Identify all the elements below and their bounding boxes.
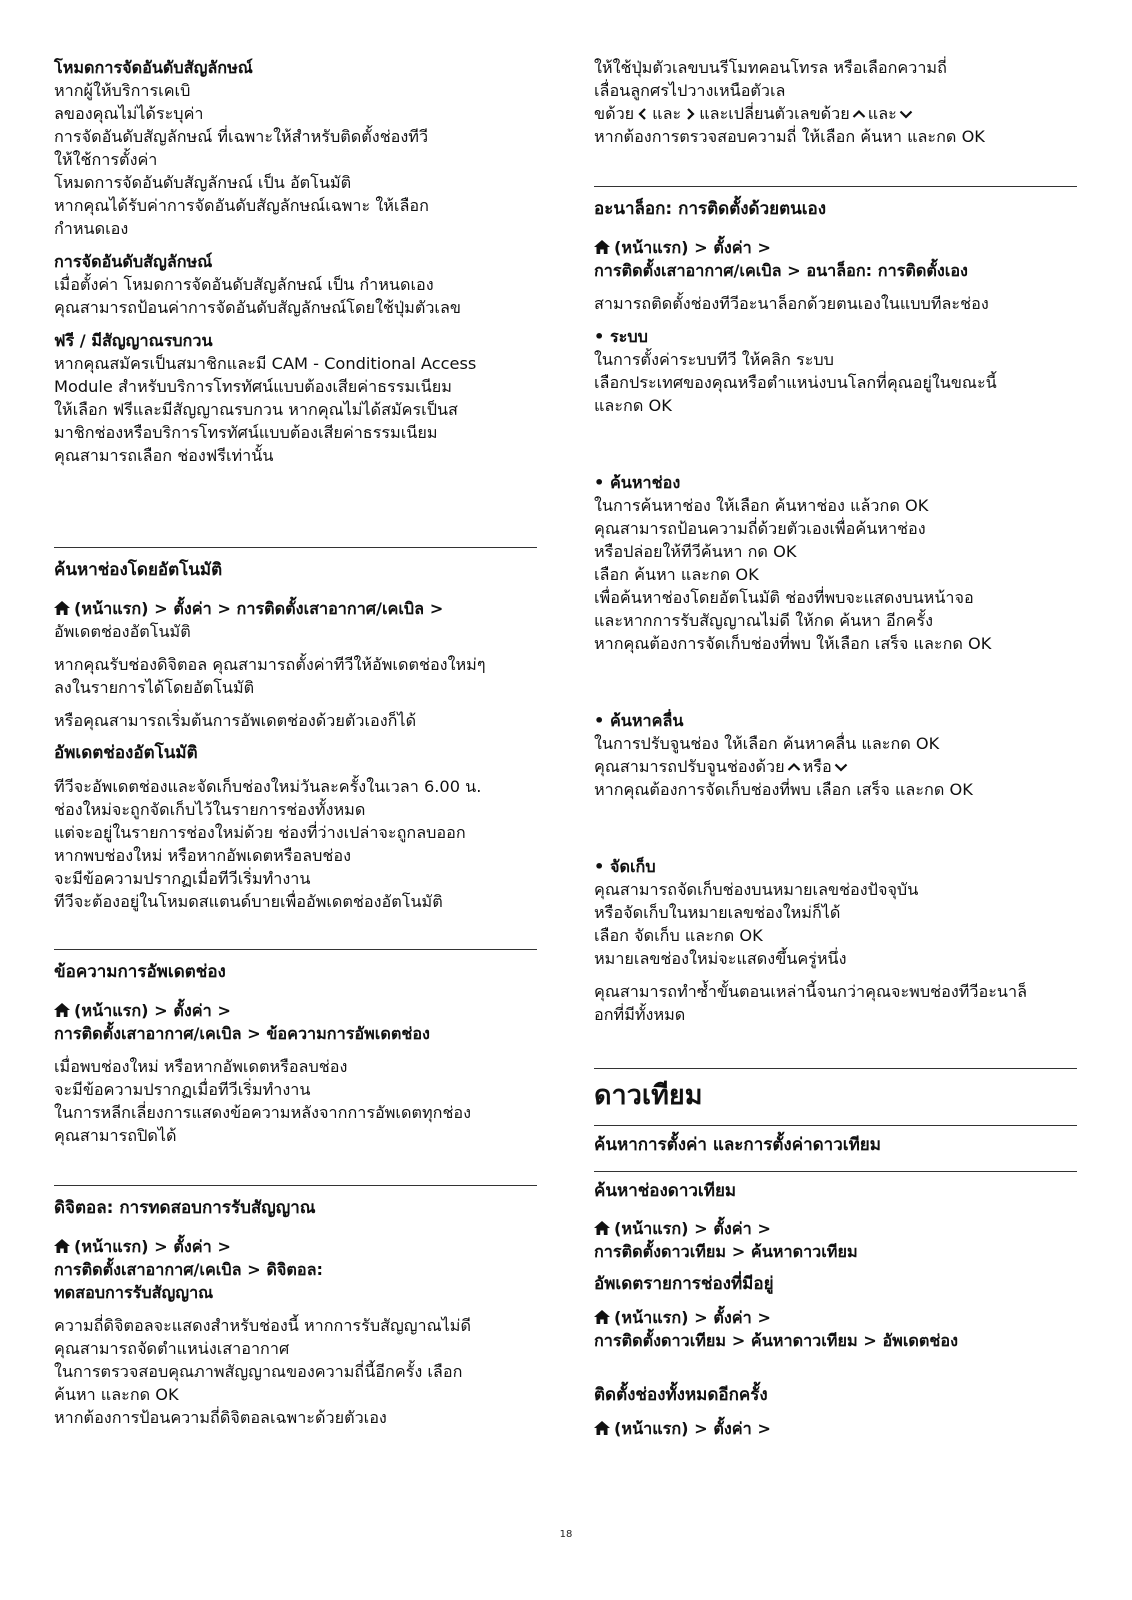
body-line: ในการหลีกเลี่ยงการแสดงข้อความหลังจากการอัพเดตทุกช่อง xyxy=(54,1103,472,1122)
body-line: หมายเลขช่องใหม่จะแสดงขึ้นครู่หนึ่ง xyxy=(594,949,847,968)
body-line: ลของคุณไม่ได้ระบุค่า xyxy=(54,104,204,123)
breadcrumb-line: (หน้าแรก) > ตั้งค่า > xyxy=(74,1001,231,1020)
system-item xyxy=(594,325,1077,417)
breadcrumb xyxy=(54,1235,537,1304)
breadcrumb-line: (หน้าแรก) > ตั้งค่า > การติดตั้งเสาอากาศ/เคเบิล > xyxy=(74,599,444,618)
left-column xyxy=(54,56,537,1439)
home-icon xyxy=(594,1221,610,1235)
breadcrumb-line: (หน้าแรก) > ตั้งค่า > xyxy=(614,1308,771,1327)
breadcrumb-line: การติดตั้งเสาอากาศ/เคเบิล > ข้อความการอัพเดตช่อง xyxy=(54,1024,430,1043)
body-line: กำหนดเอง xyxy=(54,219,129,238)
symbol-rate-section xyxy=(54,250,537,319)
body-line: หากผู้ให้บริการเคเบิ xyxy=(54,81,191,100)
breadcrumb-line: (หน้าแรก) > ตั้งค่า > xyxy=(74,1237,231,1256)
body-line: เลือก จัดเก็บ และกด OK xyxy=(594,926,763,945)
body-line: เมื่อพบช่องใหม่ หรือหากอัพเดตหรือลบช่อง xyxy=(54,1057,348,1076)
body-line: ในการตั้งค่าระบบทีวี ให้คลิก ระบบ xyxy=(594,350,834,369)
home-icon xyxy=(594,1310,610,1324)
body-line: คุณสามารถเลือก ช่องฟรีเท่านั้น xyxy=(54,446,274,465)
body-line: หรือจัดเก็บในหมายเลขช่องใหม่ก็ได้ xyxy=(594,903,841,922)
body-line: หากต้องการตรวจสอบความถี่ ให้เลือก ค้นหา และกด OK xyxy=(594,127,985,146)
body-line: ช่องใหม่จะถูกจัดเก็บไว้ในรายการช่องทั้งหมด xyxy=(54,800,366,819)
store-item xyxy=(594,855,1077,970)
fine-tune-item xyxy=(594,709,1077,801)
body-line: คุณสามารถจัดตำแหน่งเสาอากาศ xyxy=(54,1339,290,1358)
body-line: เลือกประเทศของคุณหรือตำแหน่งบนโลกที่คุณอยู่ในขณะนี้ xyxy=(594,373,997,392)
body-line: ขด้วย และ และเปลี่ยนตัวเลขด้วย และ xyxy=(594,102,1077,125)
breadcrumb-line: การติดตั้งเสาอากาศ/เคเบิล > ดิจิตอล: xyxy=(54,1260,323,1279)
breadcrumb-line: (หน้าแรก) > ตั้งค่า > xyxy=(614,1419,771,1438)
breadcrumb xyxy=(594,1417,1077,1440)
symbol-rate-mode-heading: โหมดการจัดอันดับสัญลักษณ์ xyxy=(54,58,253,77)
body-line: อกที่มีทั้งหมด xyxy=(594,1005,686,1024)
body-line: เพื่อค้นหาช่องโดยอัตโนมัติ ช่องที่พบจะแสดงบนหน้าจอ xyxy=(594,588,974,607)
breadcrumb-line: การติดตั้งดาวเทียม > ค้นหาดาวเทียม xyxy=(594,1242,858,1261)
body-line: คุณสามารถป้อนค่าการจัดอันดับสัญลักษณ์โดยใช้ปุ่มตัวเลข xyxy=(54,298,461,317)
breadcrumb xyxy=(594,1217,1077,1263)
body-line: สามารถติดตั้งช่องทีวีอะนาล็อกด้วยตนเองในแบบทีละช่อง xyxy=(594,294,989,313)
body-line: ในการค้นหาช่อง ให้เลือก ค้นหาช่อง แล้วกด OK xyxy=(594,496,929,515)
analog-manual-title: อะนาล็อก: การติดตั้งด้วยตนเอง xyxy=(594,199,827,219)
breadcrumb-line: อัพเดตช่องอัตโนมัติ xyxy=(54,622,191,641)
update-message-section xyxy=(54,949,537,1147)
right-column xyxy=(594,56,1077,1440)
body-line: ทีวีจะอัพเดตช่องและจัดเก็บช่องใหม่วันละครั้งในเวลา 6.00 น. xyxy=(54,777,482,796)
body-line: จะมีข้อความปรากฏเมื่อทีวีเริ่มทำงาน xyxy=(54,869,311,888)
body-line: และกด OK xyxy=(594,396,672,415)
body-line: เลือก ค้นหา และกด OK xyxy=(594,565,759,584)
breadcrumb-line: การติดตั้งเสาอากาศ/เคเบิล > อนาล็อก: การติดตั้งเอง xyxy=(594,261,968,280)
home-icon xyxy=(594,240,610,254)
reinstall-heading: ติดตั้งช่องทั้งหมดอีกครั้ง xyxy=(594,1385,768,1405)
body-line: หากพบช่องใหม่ หรือหากอัพเดตหรือลบช่อง xyxy=(54,846,352,865)
body-line: หากคุณได้รับค่าการจัดอันดับสัญลักษณ์เฉพาะ ให้เลือก xyxy=(54,196,429,215)
search-channel-item xyxy=(594,471,1077,655)
home-icon xyxy=(54,1003,70,1017)
body-line: หรือคุณสามารถเริ่มต้นการอัพเดตช่องด้วยตัวเองก็ได้ xyxy=(54,711,417,730)
free-scrambled-heading: ฟรี / มีสัญญาณรบกวน xyxy=(54,331,213,350)
analog-manual-section xyxy=(594,186,1077,1026)
body-line: ให้ใช้ปุ่มตัวเลขบนรีโมทคอนโทรล หรือเลือกความถี่ xyxy=(594,58,947,77)
body-line: ให้ใช้การตั้งค่า xyxy=(54,150,158,169)
body-line: ค้นหา และกด OK xyxy=(54,1385,179,1404)
body-line: เลื่อนลูกศรไปวางเหนือตัวเล xyxy=(594,81,786,100)
chevron-left-icon xyxy=(636,108,650,120)
home-icon xyxy=(54,1239,70,1253)
body-line: โหมดการจัดอันดับสัญลักษณ์ เป็น อัตโนมัติ xyxy=(54,173,352,192)
breadcrumb-line: ทดสอบการรับสัญญาณ xyxy=(54,1283,214,1302)
body-line: และหากการรับสัญญาณไม่ดี ให้กด ค้นหา อีกครั้ง xyxy=(594,611,933,630)
chevron-down-icon xyxy=(899,108,913,120)
chevron-right-icon xyxy=(683,108,697,120)
breadcrumb xyxy=(54,597,537,643)
body-line: คุณสามารถปิดได้ xyxy=(54,1126,177,1145)
body-line: แต่จะอยู่ในรายการช่องใหม่ด้วย ช่องที่ว่างเปล่าจะถูกลบออก xyxy=(54,823,466,842)
body-line: จะมีข้อความปรากฏเมื่อทีวีเริ่มทำงาน xyxy=(54,1080,311,1099)
body-line: หากคุณต้องการจัดเก็บช่องที่พบ ให้เลือก เสร็จ และกด OK xyxy=(594,634,992,653)
breadcrumb xyxy=(594,236,1077,282)
breadcrumb xyxy=(594,1306,1077,1352)
breadcrumb-line: (หน้าแรก) > ตั้งค่า > xyxy=(614,238,771,257)
body-line: ลงในรายการได้โดยอัตโนมัติ xyxy=(54,678,255,697)
free-scrambled-section xyxy=(54,329,537,467)
body-line: เมื่อตั้งค่า โหมดการจัดอันดับสัญลักษณ์ เป็น กำหนดเอง xyxy=(54,275,434,294)
fine-tune-heading: • ค้นหาคลื่น xyxy=(594,711,684,730)
digital-test-section xyxy=(54,1185,537,1429)
satellite-section xyxy=(594,1068,1077,1440)
body-line: มาชิกช่องหรือบริการโทรทัศน์แบบต้องเสียค่าธรรมเนียม xyxy=(54,423,438,442)
system-heading: • ระบบ xyxy=(594,327,648,346)
body-line: คุณสามารถป้อนความถี่ด้วยตัวเองเพื่อค้นหาช่อง xyxy=(594,519,926,538)
update-message-title: ข้อความการอัพเดตช่อง xyxy=(54,962,226,982)
symbol-rate-mode-section xyxy=(54,56,537,240)
chevron-up-icon xyxy=(852,108,866,120)
chevron-down-icon xyxy=(834,761,848,773)
body-line: ในการปรับจูนช่อง ให้เลือก ค้นหาคลื่น และกด OK xyxy=(594,734,940,753)
auto-search-section xyxy=(54,547,537,913)
body-line: หากคุณรับช่องดิจิตอล คุณสามารถตั้งค่าทีวีให้อัพเดตช่องใหม่ๆ xyxy=(54,655,486,674)
body-line: Module สำหรับบริการโทรทัศน์แบบต้องเสียค่าธรรมเนียม xyxy=(54,377,452,396)
home-icon xyxy=(594,1421,610,1435)
page-number: 18 xyxy=(559,1529,573,1540)
frequency-intro xyxy=(594,56,1077,148)
body-line: หากคุณต้องการจัดเก็บช่องที่พบ เลือก เสร็จ และกด OK xyxy=(594,780,973,799)
body-line: หรือปล่อยให้ทีวีค้นหา กด OK xyxy=(594,542,797,561)
breadcrumb-line: (หน้าแรก) > ตั้งค่า > xyxy=(614,1219,771,1238)
body-line: ให้เลือก ฟรีและมีสัญญาณรบกวน หากคุณไม่ได้สมัครเป็นส xyxy=(54,400,458,419)
satellite-settings-heading: ค้นหาการตั้งค่า และการตั้งค่าดาวเทียม xyxy=(594,1135,881,1155)
auto-update-heading: อัพเดตช่องอัตโนมัติ xyxy=(54,743,198,763)
symbol-rate-heading: การจัดอันดับสัญลักษณ์ xyxy=(54,252,213,271)
body-line: คุณสามารถทำซ้ำขั้นตอนเหล่านี้จนกว่าคุณจะพบช่องทีวีอะนาล็ xyxy=(594,982,1027,1001)
body-line: คุณสามารถจัดเก็บช่องบนหมายเลขช่องปัจจุบัน xyxy=(594,880,919,899)
chevron-up-icon xyxy=(787,761,801,773)
body-line: การจัดอันดับสัญลักษณ์ ที่เฉพาะให้สำหรับติดตั้งช่องทีวี xyxy=(54,127,429,146)
body-line: ความถี่ดิจิตอลจะแสดงสำหรับช่องนี้ หากการรับสัญญาณไม่ดี xyxy=(54,1316,471,1335)
breadcrumb-line: การติดตั้งดาวเทียม > ค้นหาดาวเทียม > อัพเดตช่อง xyxy=(594,1331,959,1350)
store-heading: • จัดเก็บ xyxy=(594,857,656,876)
body-line: หากคุณสมัครเป็นสมาชิกและมี CAM - Conditional Access xyxy=(54,354,477,373)
satellite-search-heading: ค้นหาช่องดาวเทียม xyxy=(594,1181,737,1201)
update-list-heading: อัพเดตรายการช่องที่มีอยู่ xyxy=(594,1274,774,1294)
body-line: ในการตรวจสอบคุณภาพสัญญาณของความถี่นี้อีกครั้ง เลือก xyxy=(54,1362,463,1381)
digital-test-title: ดิจิตอล: การทดสอบการรับสัญญาณ xyxy=(54,1198,316,1218)
satellite-title: ดาวเทียม xyxy=(594,1080,703,1111)
body-line: ทีวีจะต้องอยู่ในโหมดสแตนด์บายเพื่ออัพเดตช่องอัตโนมัติ xyxy=(54,892,443,911)
auto-search-title: ค้นหาช่องโดยอัตโนมัติ xyxy=(54,560,223,580)
body-line: คุณสามารถปรับจูนช่องด้วย หรือ xyxy=(594,755,1077,778)
breadcrumb xyxy=(54,999,537,1045)
search-channel-heading: • ค้นหาช่อง xyxy=(594,473,681,492)
home-icon xyxy=(54,601,70,615)
body-line: หากต้องการป้อนความถี่ดิจิตอลเฉพาะด้วยตัวเอง xyxy=(54,1408,387,1427)
